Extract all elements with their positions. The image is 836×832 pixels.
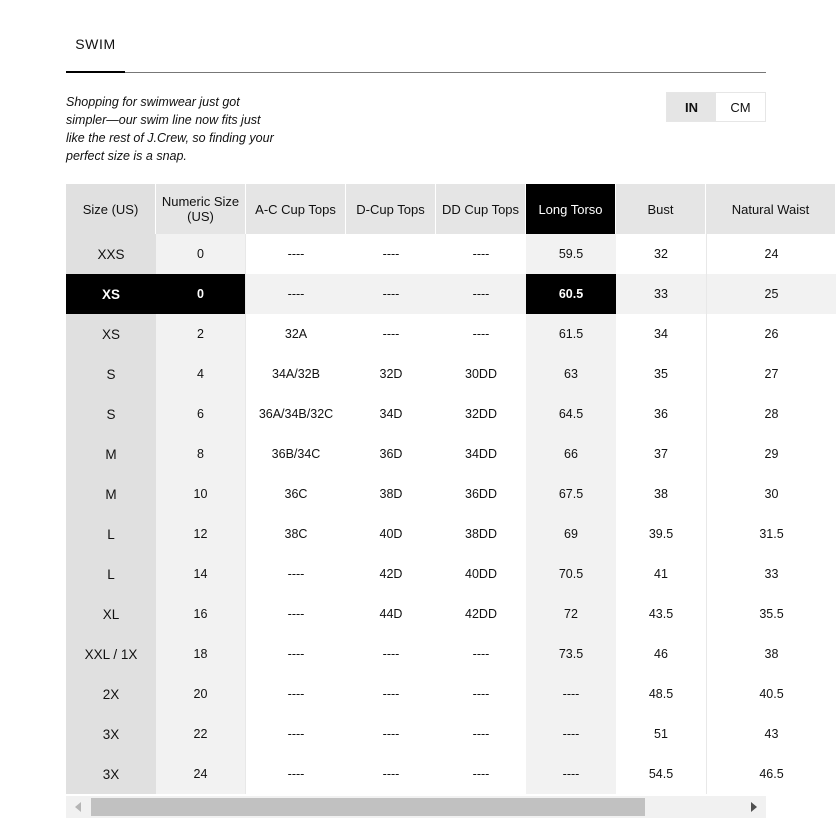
table-cell: 67.5 — [526, 474, 616, 514]
table-cell: 34D — [346, 394, 436, 434]
table-cell: 66 — [526, 434, 616, 474]
table-cell: 12 — [156, 514, 246, 554]
table-row[interactable] — [66, 674, 836, 714]
header-bust: Bust — [616, 184, 706, 234]
table-cell: S — [66, 394, 156, 434]
table-cell: ---- — [246, 754, 346, 794]
table-cell: 8 — [156, 434, 246, 474]
table-cell: ---- — [246, 634, 346, 674]
header-ac-cup-tops: A-C Cup Tops — [246, 184, 346, 234]
table-row[interactable] — [66, 514, 836, 554]
table-cell: 3X — [66, 754, 156, 794]
unit-cm-button[interactable]: CM — [716, 93, 765, 121]
table-cell: ---- — [526, 714, 616, 754]
table-cell: 70.5 — [526, 554, 616, 594]
table-cell: 46 — [616, 634, 706, 674]
table-cell: 29 — [706, 434, 836, 474]
table-row[interactable] — [66, 314, 836, 354]
table-cell: ---- — [436, 234, 526, 274]
unit-in-button[interactable]: IN — [667, 93, 716, 121]
table-cell: 2X — [66, 674, 156, 714]
table-cell: XL — [66, 594, 156, 634]
table-row[interactable] — [66, 554, 836, 594]
table-cell: 32DD — [436, 394, 526, 434]
table-cell: 3X — [66, 714, 156, 754]
table-row[interactable] — [66, 274, 836, 314]
table-cell: ---- — [346, 234, 436, 274]
table-cell: 40DD — [436, 554, 526, 594]
table-row[interactable] — [66, 754, 836, 794]
table-cell: ---- — [246, 554, 346, 594]
table-cell: 36D — [346, 434, 436, 474]
table-row[interactable] — [66, 434, 836, 474]
table-cell: ---- — [346, 714, 436, 754]
table-cell: ---- — [436, 314, 526, 354]
table-cell: 34DD — [436, 434, 526, 474]
table-body — [66, 234, 836, 794]
table-cell: 73.5 — [526, 634, 616, 674]
table-cell: 44D — [346, 594, 436, 634]
table-cell: ---- — [526, 674, 616, 714]
table-cell: 32D — [346, 354, 436, 394]
table-cell: 4 — [156, 354, 246, 394]
table-cell: ---- — [346, 674, 436, 714]
table-cell: XS — [66, 314, 156, 354]
table-cell: 39.5 — [616, 514, 706, 554]
table-cell: 61.5 — [526, 314, 616, 354]
table-cell: 14 — [156, 554, 246, 594]
table-cell: S — [66, 354, 156, 394]
horizontal-scrollbar[interactable] — [66, 796, 766, 818]
table-cell: 34 — [616, 314, 706, 354]
table-cell: M — [66, 434, 156, 474]
table-cell: 16 — [156, 594, 246, 634]
table-cell: 38D — [346, 474, 436, 514]
table-cell: 20 — [156, 674, 246, 714]
table-cell: ---- — [436, 634, 526, 674]
table-cell: ---- — [246, 714, 346, 754]
header-dd-cup-tops: DD Cup Tops — [436, 184, 526, 234]
table-cell: 28 — [706, 394, 836, 434]
table-cell: 35.5 — [706, 594, 836, 634]
table-row[interactable] — [66, 354, 836, 394]
table-cell: 33 — [706, 554, 836, 594]
size-chart-table-viewport[interactable] — [66, 184, 810, 796]
table-cell: L — [66, 554, 156, 594]
table-cell: 38 — [706, 634, 836, 674]
table-cell: 36B/34C — [246, 434, 346, 474]
table-cell: 24 — [706, 234, 836, 274]
table-cell: 32A — [246, 314, 346, 354]
table-cell: 27 — [706, 354, 836, 394]
table-cell: 38 — [616, 474, 706, 514]
header-row — [66, 184, 836, 234]
table-cell: 6 — [156, 394, 246, 434]
table-cell: 36DD — [436, 474, 526, 514]
table-cell: 32 — [616, 234, 706, 274]
unit-toggle — [666, 92, 766, 122]
header-long-torso[interactable]: Long Torso — [526, 184, 616, 234]
table-cell: 0 — [156, 234, 246, 274]
table-cell: 43 — [706, 714, 836, 754]
table-cell: ---- — [436, 714, 526, 754]
header-natural-waist: Natural Waist — [706, 184, 836, 234]
table-cell: 25 — [706, 274, 836, 314]
table-cell: ---- — [346, 634, 436, 674]
table-cell: 69 — [526, 514, 616, 554]
table-cell: 22 — [156, 714, 246, 754]
table-cell: 30DD — [436, 354, 526, 394]
table-cell: 26 — [706, 314, 836, 354]
table-cell: 42DD — [436, 594, 526, 634]
intro-text: Shopping for swimwear just got simpler—our swim line now fits just like the rest of J.Crew, so finding your perfect size is a snap. — [66, 95, 274, 163]
table-cell: 31.5 — [706, 514, 836, 554]
tab-bar — [66, 0, 766, 73]
table-cell: 30 — [706, 474, 836, 514]
tab-swim[interactable]: SWIM — [66, 36, 125, 73]
table-cell: 38C — [246, 514, 346, 554]
table-cell: 36 — [616, 394, 706, 434]
table-cell: 37 — [616, 434, 706, 474]
table-cell: 38DD — [436, 514, 526, 554]
table-cell: 51 — [616, 714, 706, 754]
table-cell: 18 — [156, 634, 246, 674]
table-cell: 48.5 — [616, 674, 706, 714]
table-row[interactable] — [66, 634, 836, 674]
table-row[interactable] — [66, 474, 836, 514]
table-cell: ---- — [246, 274, 346, 314]
table-row[interactable] — [66, 234, 836, 274]
table-cell: ---- — [346, 754, 436, 794]
table-cell: XXS — [66, 234, 156, 274]
table-row[interactable] — [66, 714, 836, 754]
table-cell: ---- — [246, 674, 346, 714]
table-cell: ---- — [436, 754, 526, 794]
table-cell: 46.5 — [706, 754, 836, 794]
table-cell: 60.5 — [526, 274, 616, 314]
table-cell: 59.5 — [526, 234, 616, 274]
table-cell: 10 — [156, 474, 246, 514]
table-row[interactable] — [66, 394, 836, 434]
table-cell: ---- — [436, 274, 526, 314]
table-cell: 72 — [526, 594, 616, 634]
table-cell: 54.5 — [616, 754, 706, 794]
table-cell: M — [66, 474, 156, 514]
table-cell: ---- — [246, 594, 346, 634]
table-cell: 0 — [156, 274, 246, 314]
table-cell: XS — [66, 274, 156, 314]
scroll-thumb[interactable] — [91, 798, 645, 816]
table-cell: 36C — [246, 474, 346, 514]
header-size-us: Size (US) — [66, 184, 156, 234]
table-cell: 24 — [156, 754, 246, 794]
table-cell: 35 — [616, 354, 706, 394]
table-cell: 42D — [346, 554, 436, 594]
table-cell: ---- — [346, 314, 436, 354]
table-cell: ---- — [436, 674, 526, 714]
table-cell: ---- — [346, 274, 436, 314]
table-cell: 2 — [156, 314, 246, 354]
header-d-cup-tops: D-Cup Tops — [346, 184, 436, 234]
table-cell: 40.5 — [706, 674, 836, 714]
table-cell: 40D — [346, 514, 436, 554]
table-cell: 41 — [616, 554, 706, 594]
table-cell: XXL / 1X — [66, 634, 156, 674]
table-cell: 34A/32B — [246, 354, 346, 394]
table-cell: 64.5 — [526, 394, 616, 434]
table-cell: ---- — [526, 754, 616, 794]
table-cell: 36A/34B/32C — [246, 394, 346, 434]
size-chart-table — [66, 184, 836, 794]
table-row[interactable] — [66, 594, 836, 634]
table-cell: 33 — [616, 274, 706, 314]
table-cell: 63 — [526, 354, 616, 394]
scroll-left-arrow-icon[interactable] — [75, 802, 81, 812]
table-cell: L — [66, 514, 156, 554]
header-numeric-size: Numeric Size (US) — [156, 184, 246, 234]
scroll-right-arrow-icon[interactable] — [751, 802, 757, 812]
table-cell: 43.5 — [616, 594, 706, 634]
table-cell: ---- — [246, 234, 346, 274]
